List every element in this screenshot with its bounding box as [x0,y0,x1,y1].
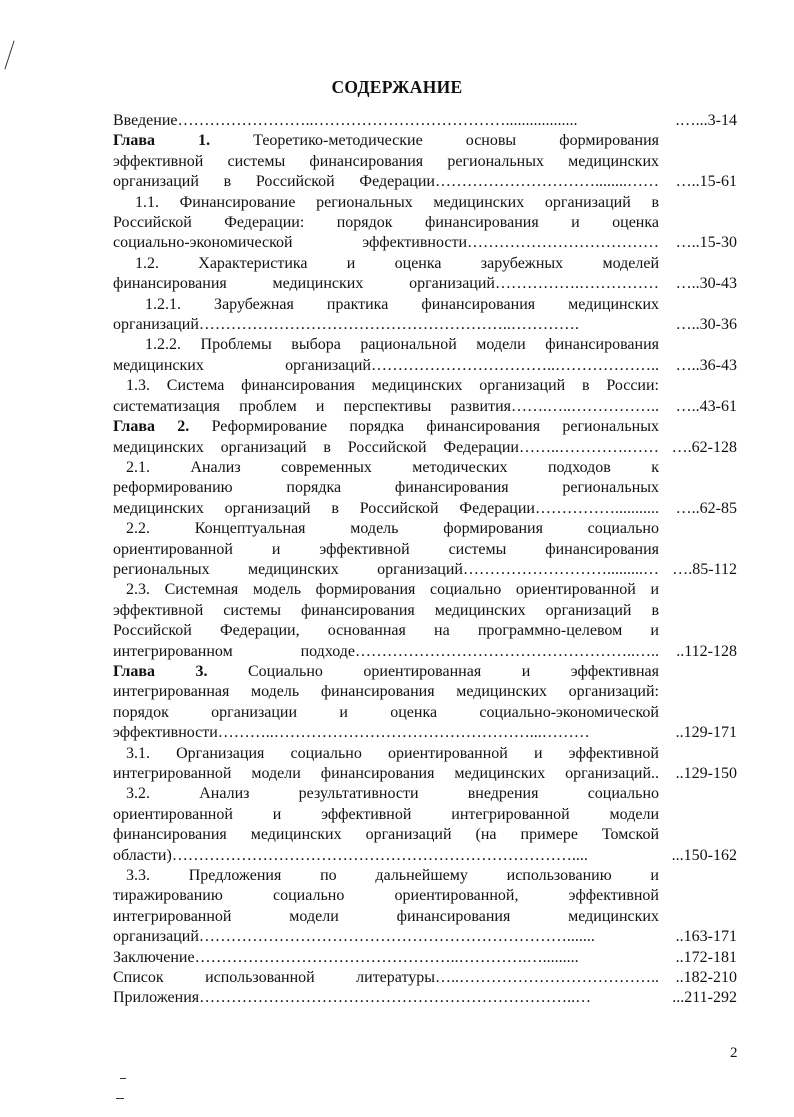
toc-entry-line: 1.1. Финансирование региональных медицинских организаций в [135,193,659,211]
toc-entry-line: Глава 1. Теоретико-методические основы формирования [113,132,659,150]
toc-entry [113,295,737,336]
toc-entry-line: порядок организации и оценка социально-экономической [113,703,659,721]
toc-entry-line: Глава 2. Реформирование порядка финансирования региональных [113,418,659,436]
toc-page-range: ….85-112 [672,560,737,578]
toc-entry-line: ориентированной и эффективной интегрированной модели [113,805,659,823]
page-number: 2 [730,1045,738,1061]
toc-page-range: ..129-150 [675,765,737,782]
toc-entry-line: систематизация проблем и перспективы развития…….…..…………….. [113,397,659,415]
toc-entry-title [113,295,659,336]
toc-entry [113,335,737,376]
toc-entry [113,784,737,866]
toc-entry-line: Список использованной литературы…..……………………………….. [113,969,659,987]
toc-entry-line: 3.1. Организация социально ориентированной и эффективной [126,744,659,762]
toc-entry-line: эффективности………..…………………………………………...……… [113,724,590,742]
toc-entry-title [113,948,659,968]
toc-entry-line: 2.3. Системная модель формирования социально ориентированной и [126,581,659,599]
toc-entry-line: эффективной системы финансирования медицинских организаций в [113,601,659,619]
toc-entry-line: медицинских организаций в Российской Федерации……..………….…… [113,438,659,456]
toc-page-range: ..182-210 [675,969,737,987]
toc-entry-title [113,519,659,580]
toc-page-range: …..36-43 [675,356,737,374]
toc-entry [113,988,737,1008]
pen-stroke-mark [4,41,14,70]
toc-page-range: ..112-128 [676,642,737,660]
toc-entry [113,662,737,744]
toc-entry [113,580,737,662]
toc-entry-line: области)………………………………………………………………….... [113,846,588,864]
chapter-label: Глава 2. [113,418,190,436]
toc-entry-line: Введение……………………..……………………………….................. [113,112,578,129]
toc-entry [113,131,737,192]
toc-entry-line: 3.3. Предложения по дальнейшему использованию и [126,867,659,885]
toc-entry-title [113,335,659,376]
chapter-label: Глава 3. [113,662,208,680]
toc-entry-line: 2.1. Анализ современных методических подходов к [126,458,659,476]
toc-entry-title [113,744,659,785]
toc-entry-title [113,458,659,519]
toc-entry [113,254,737,295]
toc-entry [113,111,737,131]
toc-entry-line: Приложения……………………………………………………………..… [113,989,592,1007]
table-of-contents [113,111,737,1009]
toc-entry-line: социально-экономической эффективности……………………………… [113,234,659,252]
toc-entry [113,376,737,417]
toc-entry-title [113,376,659,417]
toc-page-range: ..172-181 [675,948,737,966]
toc-entry-line: организаций в Российской Федерации…………………………........…… [113,173,659,191]
toc-entry-title [113,254,659,295]
toc-entry-line: 1.3. Система финансирования медицинских организаций в России: [126,377,659,395]
toc-page-range: .…...3-14 [675,112,737,129]
chapter-label: Глава 1. [113,132,211,150]
toc-entry [113,866,737,948]
toc-entry-line: интегрированном подходе……………………………………………..….. [113,642,659,660]
toc-entry-line: Глава 3. Социально ориентированная и эффективная [113,662,659,680]
toc-page-range: ...211-292 [672,989,737,1007]
toc-entry-title [113,988,659,1008]
toc-page-range: ….62-128 [671,438,737,456]
toc-entry [113,193,737,254]
toc-page-range: …..43-61 [675,397,737,415]
toc-entry-title [113,662,659,744]
toc-entry-line: медицинских организаций в Российской Федерации……………........... [113,499,659,517]
toc-entry-line: 1.2. Характеристика и оценка зарубежных моделей [135,254,659,272]
toc-page-range: ..129-171 [675,724,737,742]
toc-entry-line: интегрированной модели финансирования медицинских организаций.. [113,765,659,782]
toc-entry-line: медицинских организаций……………………………..……………….. [113,356,659,374]
toc-entry-title [113,866,659,948]
toc-page-range: …..62-85 [675,499,737,517]
toc-entry-title [113,131,659,192]
toc-entry-line: реформированию порядка финансирования региональных [113,479,659,497]
page-title: СОДЕРЖАНИЕ [331,77,463,97]
toc-entry-line: тиражированию социально ориентированной, эффективной [113,887,659,905]
toc-entry-line: организаций……………………………………………………………....... [113,928,595,946]
toc-page-range: …..15-30 [675,234,737,252]
toc-entry-line: финансирования медицинских организаций…………….…………… [113,275,659,293]
toc-page-range: …..30-43 [675,275,737,293]
toc-entry [113,968,737,988]
toc-entry-line: Российской Федерации: порядок финансирования и оценка [113,214,659,232]
toc-entry-line: 1.2.2. Проблемы выбора рациональной модели финансирования [145,336,659,354]
toc-page-range: …..30-36 [675,316,737,334]
toc-entry [113,948,737,968]
stray-mark [120,1078,126,1079]
toc-entry-line: эффективной системы финансирования региональных медицинских [113,152,659,170]
toc-entry [113,417,737,458]
toc-entry-title [113,580,659,662]
toc-entry-line: 3.2. Анализ результативности внедрения социально [126,785,659,803]
toc-entry [113,519,737,580]
toc-entry-title [113,111,659,131]
toc-entry-line: интегрированной модели финансирования медицинских [113,907,659,925]
toc-entry-title [113,417,659,458]
toc-entry-line: 2.2. Концептуальная модель формирования социально [126,520,659,538]
toc-entry-title [113,784,659,866]
toc-page-range: …..15-61 [675,173,737,191]
toc-entry-line: организаций…………………………………………………..…………. [113,316,579,334]
toc-entry-line: региональных медицинских организаций……………………….........… [113,560,659,578]
toc-entry-line: финансирования медицинских организаций (на примере Томской [113,826,659,844]
toc-entry [113,458,737,519]
toc-page-range: ...150-162 [671,846,737,864]
toc-entry [113,744,737,785]
toc-entry-line: 1.2.1. Зарубежная практика финансирования медицинских [145,295,659,313]
toc-page-range: ..163-171 [675,928,737,946]
toc-entry-line: Российской Федерации, основанная на программно-целевом и [113,622,659,640]
toc-entry-line: ориентированной и эффективной системы финансирования [113,540,659,558]
toc-entry-line: интегрированная модель финансирования медицинских организаций: [113,683,659,701]
stray-mark [116,1098,124,1099]
toc-entry-title [113,968,659,988]
toc-entry-line: Заключение…………………………………………..………….…......... [113,948,579,966]
toc-entry-title [113,193,659,254]
